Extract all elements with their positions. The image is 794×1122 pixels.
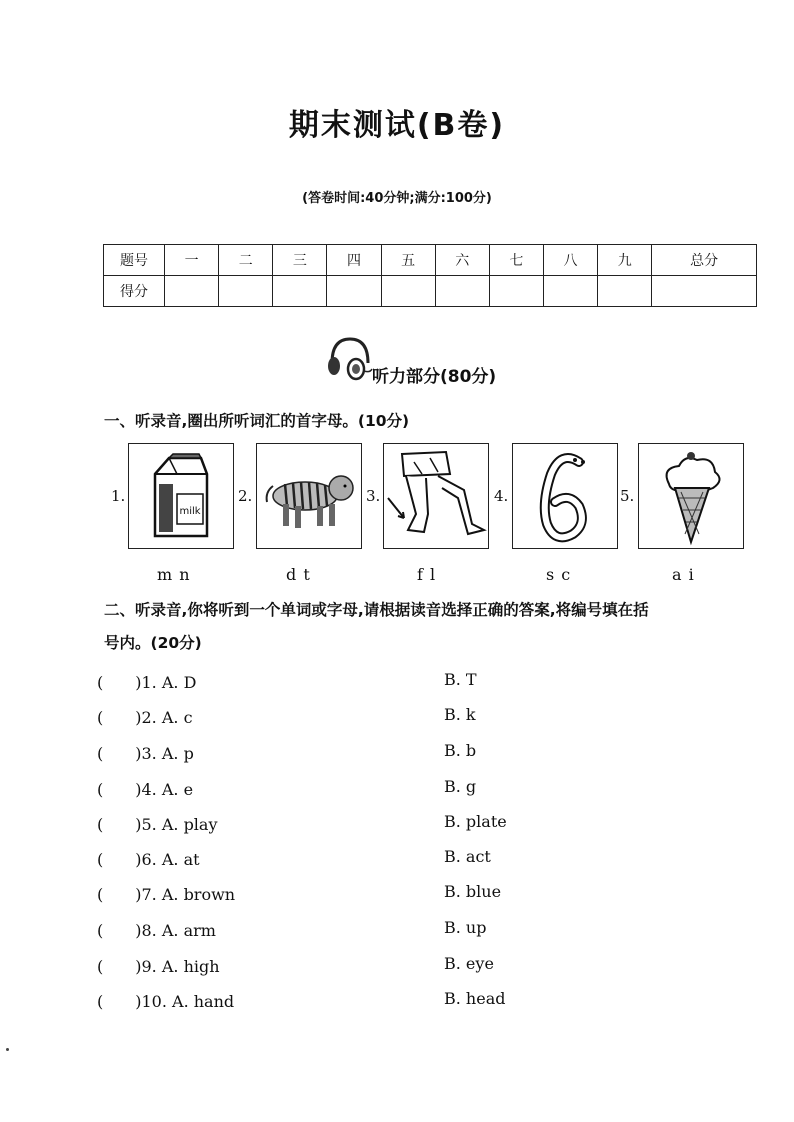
page-title: 期末测试(B卷) [288, 108, 506, 143]
picture-number: 3. [366, 487, 381, 505]
question-option-a[interactable]: ( )1. A. D [97, 673, 197, 692]
section2-title: 二、听录音,你将听到一个单词或字母,请根据读音选择正确的答案,将编号填在括 [104, 601, 649, 619]
question-option-b[interactable]: B. up [444, 918, 487, 937]
score-cell[interactable] [652, 276, 757, 307]
score-table [103, 244, 757, 307]
score-cell[interactable] [219, 276, 273, 307]
number-six-picture [512, 443, 618, 549]
number-six-icon [513, 444, 617, 548]
picture-number: 4. [494, 487, 509, 505]
picture-number: 5. [620, 487, 635, 505]
milk-carton-icon [129, 444, 233, 548]
question-option-a[interactable]: ( )10. A. hand [97, 992, 235, 1011]
question-option-a[interactable]: ( )8. A. arm [97, 921, 216, 940]
listening-section-heading: 听力部分(80分) [372, 367, 497, 387]
question-option-a[interactable]: ( )4. A. e [97, 780, 194, 799]
legs-foot-icon [384, 444, 488, 548]
question-option-a[interactable]: ( )7. A. brown [97, 885, 236, 904]
option-letters[interactable]: f l [417, 565, 437, 584]
score-cell[interactable] [598, 276, 652, 307]
picture-number: 1. [111, 487, 126, 505]
table-cell: 题号 [104, 245, 165, 276]
score-table-header-row [104, 245, 757, 276]
section2-title-cont: 号内。(20分) [104, 634, 202, 652]
exam-info: (答卷时间:40分钟;满分:100分) [302, 191, 492, 206]
score-cell[interactable] [165, 276, 219, 307]
score-cell[interactable] [327, 276, 381, 307]
table-cell: 七 [489, 245, 543, 276]
question-option-a[interactable]: ( )6. A. at [97, 850, 200, 869]
table-cell: 一 [165, 245, 219, 276]
tiger-picture [256, 443, 362, 549]
score-table-score-row [104, 276, 757, 307]
question-option-b[interactable]: B. head [444, 989, 506, 1008]
table-cell: 四 [327, 245, 381, 276]
ice-cream-icon [639, 444, 743, 548]
section1-title: 一、听录音,圈出所听词汇的首字母。(10分) [104, 412, 410, 430]
question-option-b[interactable]: B. eye [444, 954, 494, 973]
question-option-b[interactable]: B. T [444, 670, 477, 689]
question-option-b[interactable]: B. g [444, 777, 477, 796]
score-cell[interactable] [381, 276, 435, 307]
milk-label: milk [179, 506, 201, 517]
table-cell: 总分 [652, 245, 757, 276]
table-cell: 三 [273, 245, 327, 276]
question-option-a[interactable]: ( )3. A. p [97, 744, 194, 763]
score-cell[interactable] [435, 276, 489, 307]
question-option-b[interactable]: B. act [444, 847, 491, 866]
score-cell[interactable] [543, 276, 597, 307]
legs-picture [383, 443, 489, 549]
option-letters[interactable]: s c [546, 565, 572, 584]
score-cell[interactable] [273, 276, 327, 307]
question-option-a[interactable]: ( )5. A. play [97, 815, 218, 834]
table-cell: 得分 [104, 276, 165, 307]
table-cell: 九 [598, 245, 652, 276]
option-letters[interactable]: m n [157, 565, 191, 584]
question-option-b[interactable]: B. blue [444, 882, 502, 901]
question-option-b[interactable]: B. k [444, 705, 476, 724]
option-letters[interactable]: d t [286, 565, 311, 584]
tiger-icon [257, 444, 361, 548]
headphones-icon [326, 333, 374, 383]
question-option-b[interactable]: B. b [444, 741, 477, 760]
milk-carton-picture [128, 443, 234, 549]
question-option-a[interactable]: ( )9. A. high [97, 957, 220, 976]
score-cell[interactable] [489, 276, 543, 307]
question-option-a[interactable]: ( )2. A. c [97, 708, 193, 727]
option-letters[interactable]: a i [672, 565, 695, 584]
table-cell: 六 [435, 245, 489, 276]
table-cell: 八 [543, 245, 597, 276]
question-option-b[interactable]: B. plate [444, 812, 507, 831]
table-cell: 二 [219, 245, 273, 276]
picture-number: 2. [238, 487, 253, 505]
table-cell: 五 [381, 245, 435, 276]
scan-speck [6, 1048, 9, 1051]
ice-cream-picture [638, 443, 744, 549]
